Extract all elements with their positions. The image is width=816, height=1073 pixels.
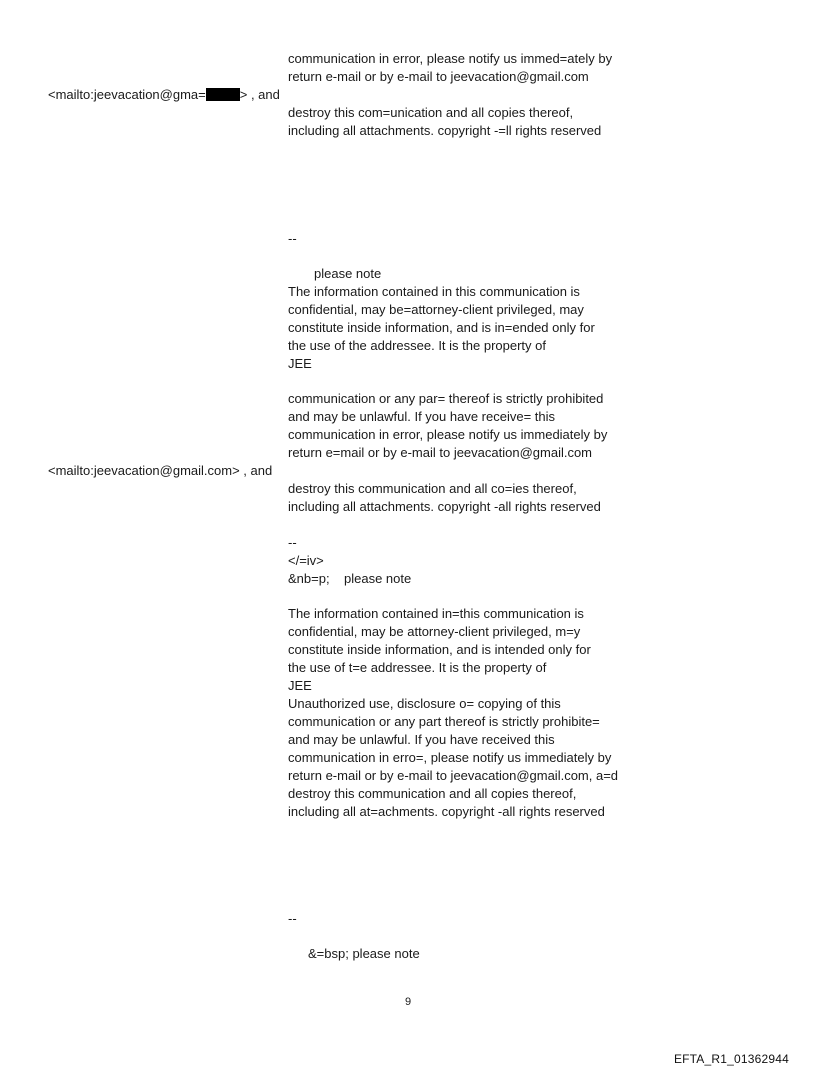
document-id: EFTA_R1_01362944 bbox=[673, 1052, 789, 1066]
email-text-line: confidential, may be=attorney-client privileged, may bbox=[288, 302, 584, 317]
email-text-line: The information contained in this communication is bbox=[288, 284, 580, 299]
mailto-redacted-note bbox=[48, 86, 280, 104]
separator: -- bbox=[288, 231, 297, 246]
email-text-line: constitute inside information, and is in=ended only for bbox=[288, 320, 595, 335]
email-text-line: return e-mail or by e-mail to jeevacation@gmail.com, a=d bbox=[288, 768, 619, 783]
email-text-line: including all at=achments. copyright -all rights reserved bbox=[288, 804, 605, 819]
email-text-line: JEE bbox=[288, 678, 312, 693]
email-text-line: return e-mail or by e-mail to jeevacation@gmail.com bbox=[288, 69, 589, 84]
email-text-line: and may be unlawful. If you have receive= this bbox=[288, 409, 556, 424]
email-text-line: the use of t=e addressee. It is the property of bbox=[288, 660, 547, 675]
email-text-line: destroy this communication and all copies thereof, bbox=[288, 786, 577, 801]
mailto-note: <mailto:jeevacation@gmail.com> , and bbox=[48, 463, 273, 478]
please-note-heading: &=bsp; please note bbox=[308, 946, 420, 961]
html-fragment: </=iv> bbox=[288, 553, 324, 568]
email-text-line: communication in erro=, please notify us immediately by bbox=[288, 750, 612, 765]
email-text-line: confidential, may be attorney-client privileged, m=y bbox=[288, 624, 581, 639]
email-text-line: and may be unlawful. If you have received this bbox=[288, 732, 555, 747]
email-text-line: communication or any par= thereof is strictly prohibited bbox=[288, 391, 604, 406]
email-text-line: return e=mail or by e-mail to jeevacation@gmail.com bbox=[288, 445, 593, 460]
email-text-line: communication or any part thereof is strictly prohibite= bbox=[288, 714, 600, 729]
email-text-line: including all attachments. copyright -all rights reserved bbox=[288, 499, 601, 514]
separator: -- bbox=[288, 911, 297, 926]
email-text-line: constitute inside information, and is intended only for bbox=[288, 642, 591, 657]
mailto-suffix: > , and bbox=[239, 87, 280, 102]
email-text-line: communication in error, please notify us immed=ately by bbox=[288, 51, 613, 66]
email-text-line: The information contained in=this communication is bbox=[288, 606, 584, 621]
email-text-line: destroy this communication and all co=ies thereof, bbox=[288, 481, 577, 496]
mailto-prefix: <mailto:jeevacation@gma= bbox=[48, 87, 206, 102]
email-text-line: Unauthorized use, disclosure o= copying of this bbox=[288, 696, 561, 711]
email-text-line: JEE bbox=[288, 356, 312, 371]
email-text-line: the use of the addressee. It is the property of bbox=[288, 338, 546, 353]
please-note-heading: please note bbox=[314, 266, 382, 281]
separator: -- bbox=[288, 535, 297, 550]
email-text-line: including all attachments. copyright -=ll rights reserved bbox=[288, 123, 602, 138]
email-text-line: destroy this com=unication and all copies thereof, bbox=[288, 105, 574, 120]
redaction-box bbox=[206, 88, 240, 101]
email-text-line: communication in error, please notify us immediately by bbox=[288, 427, 608, 442]
page-number: 9 bbox=[404, 996, 412, 1008]
please-note-heading: &nb=p; please note bbox=[288, 571, 412, 586]
